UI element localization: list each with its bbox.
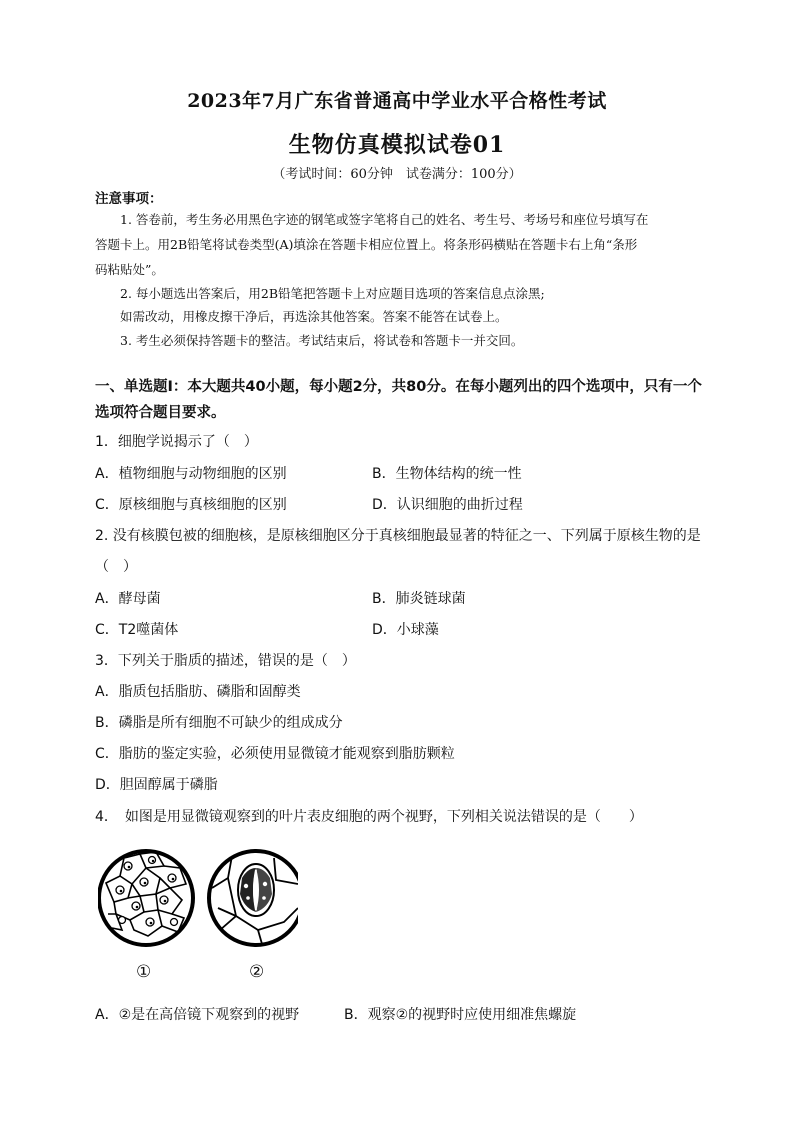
option-c: C．脂肪的鉴定实验，必须使用显微镜才能观察到脂肪颗粒 <box>95 746 455 762</box>
notice-line: 2. 每小题选出答案后，用2B铅笔把答题卡上对应题目选项的答案信息点涂黑; <box>120 286 545 301</box>
option-d: D．小球藻 <box>372 622 439 638</box>
option-c: C．原核细胞与真核细胞的区别 <box>95 497 287 513</box>
question-stem: 2. 没有核膜包被的细胞核，是原核细胞区分于真核细胞最显著的特征之一、下列属于原核生物的是 <box>95 528 701 544</box>
figure-label-1: ① <box>136 962 152 982</box>
section-heading <box>95 374 710 426</box>
option-a: A．②是在高倍镜下观察到的视野 <box>95 1007 300 1023</box>
stoma <box>238 864 274 916</box>
notice-line: 码粘贴处”。 <box>95 262 164 277</box>
exam-title: 2023年7月广东省普通高中学业水平合格性考试 <box>187 90 607 112</box>
high-power-view <box>209 851 298 945</box>
microscope-figure <box>98 838 298 988</box>
paper-title: 生物仿真模拟试卷01 <box>288 132 506 158</box>
option-b: B．生物体结构的统一性 <box>372 466 522 482</box>
low-power-view <box>99 851 193 945</box>
question-stem: 4． 如图是用显微镜观察到的叶片表皮细胞的两个视野，下列相关说法错误的是（ ） <box>95 809 643 825</box>
option-b: B．肺炎链球菌 <box>372 591 466 607</box>
exam-info: （考试时间：60分钟 试卷满分：100分） <box>272 167 522 182</box>
notice-line: 如需改动，用橡皮擦干净后，再选涂其他答案。答案不能答在试卷上。 <box>120 309 508 324</box>
notice-line: 1. 答卷前，考生务必用黑色字迹的钢笔或签字笔将自己的姓名、考生号、考场号和座位号填写在 <box>120 212 649 227</box>
notice-line: 答题卡上。用2B铅笔将试卷类型(A)填涂在答题卡相应位置上。将条形码横贴在答题卡右上角“条形 <box>95 237 638 252</box>
notice-heading: 注意事项： <box>95 191 163 207</box>
question-stem-cont: （ ） <box>95 559 137 575</box>
notice-line: 3. 考生必须保持答题卡的整洁。考试结束后，将试卷和答题卡一并交回。 <box>120 333 524 348</box>
figure-label-2: ② <box>249 962 265 982</box>
section-heading-line: 一、单选题Ⅰ：本大题共40小题，每小题2分，共80分。在每小题列出的四个选项中，只有一个 <box>95 379 702 395</box>
option-c: C．T2噬菌体 <box>95 622 179 638</box>
option-d: D．认识细胞的曲折过程 <box>372 497 523 513</box>
option-b: B．观察②的视野时应使用细准焦螺旋 <box>344 1007 577 1023</box>
section-heading-line: 选项符合题目要求。 <box>95 405 226 421</box>
question-stem: 1．细胞学说揭示了（ ） <box>95 434 258 450</box>
option-b: B．磷脂是所有细胞不可缺少的组成成分 <box>95 715 343 731</box>
option-a: A．酵母菌 <box>95 591 161 607</box>
option-a: A．植物细胞与动物细胞的区别 <box>95 466 287 482</box>
option-d: D．胆固醇属于磷脂 <box>95 777 218 793</box>
option-a: A．脂质包括脂肪、磷脂和固醇类 <box>95 684 301 700</box>
question-stem: 3．下列关于脂质的描述，错误的是（ ） <box>95 653 356 669</box>
